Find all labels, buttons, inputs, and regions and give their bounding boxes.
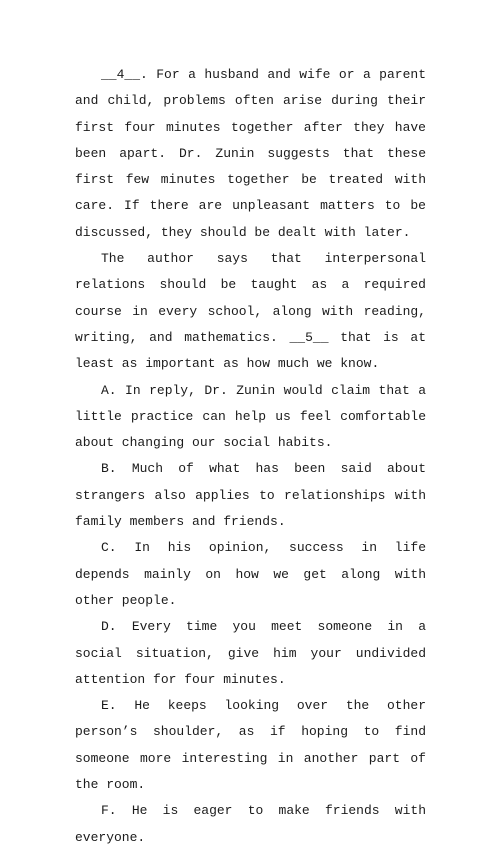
option-a: A. In reply, Dr. Zunin would claim that a little practice can help us feel comfortable about changing our social habits. [75,382,426,451]
option-f: F. He is eager to make friends with everyone. [75,803,426,845]
paragraph-blank-5: The author says that interpersonal relations should be taught as a required course in every school, along with reading, writing, and mathematics. __5__ that is at least as important as how much we know. [75,251,426,372]
option-b: B. Much of what has been said about strangers also applies to relationships with family members and friends. [75,461,426,530]
option-c: C. In his opinion, success in life depends mainly on how we get along with other people. [75,540,426,608]
option-e: E. He keeps looking over the other person’s shoulder, as if hoping to find someone more interesting in another part of the room. [75,698,426,793]
paragraph-blank-4: __4__. For a husband and wife or a parent and child, problems often arise during their first four minutes together after they have been apart. Dr. Zunin suggests that these first few minutes together be treated with care. If there are unpleasant matters to be discussed, they should be dealt with later. [75,67,426,240]
option-d: D. Every time you meet someone in a social situation, give him your undivided attention for four minutes. [75,619,426,687]
